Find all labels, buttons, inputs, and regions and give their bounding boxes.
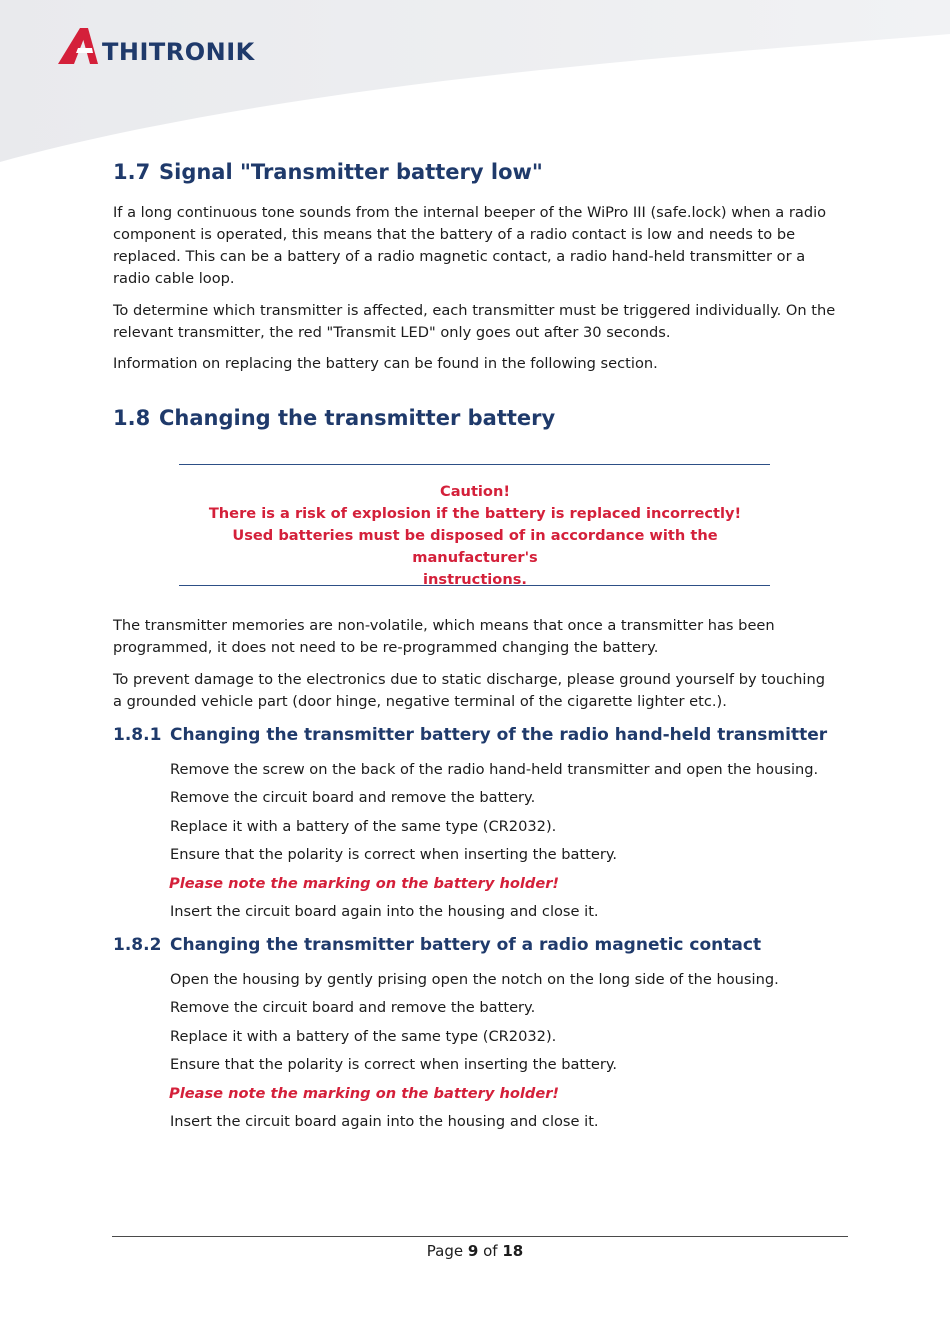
page-footer <box>0 1240 950 1262</box>
step: Open the housing by gently prising open the notch on the long side of the housing. <box>170 971 779 988</box>
caution-line: Used batteries must be disposed of in accordance with the manufacturer's <box>232 527 718 566</box>
section-title: Signal "Transmitter battery low" <box>159 160 543 184</box>
section-number: 1.8 <box>113 406 151 430</box>
section-number: 1.8.2 <box>113 935 162 955</box>
page-total: 18 <box>502 1242 524 1260</box>
page-of: of <box>483 1242 498 1260</box>
paragraph: To prevent damage to the electronics due to static discharge, please ground yourself by touching a grounded vehicle part (door hinge, negative terminal of the cigarette lighter etc.). <box>113 671 825 710</box>
step: Ensure that the polarity is correct when inserting the battery. <box>170 1056 618 1073</box>
section-1-8-2-heading <box>113 935 761 955</box>
step: Replace it with a battery of the same type (CR2032). <box>170 1028 557 1045</box>
paragraph: Information on replacing the battery can be found in the following section. <box>113 355 658 372</box>
paragraph: If a long continuous tone sounds from the internal beeper of the WiPro III (safe.lock) when a radio component is operated, this means that the battery of a radio contact is low and needs to be replaced. This can be a battery of a radio magnetic contact, a radio hand-held transmitter or a radio cable loop. <box>113 204 827 287</box>
step: Remove the circuit board and remove the battery. <box>170 999 536 1016</box>
section-number: 1.8.1 <box>113 725 162 745</box>
caution-line: instructions. <box>423 571 527 588</box>
section-number: 1.7 <box>113 160 151 184</box>
paragraph: To determine which transmitter is affected, each transmitter must be triggered individually. On the relevant transmitter, the red "Transmit LED" only goes out after 30 seconds. <box>113 302 836 341</box>
page-label: Page <box>426 1242 464 1260</box>
section-1-8-1-heading <box>113 725 827 745</box>
section-title: Changing the transmitter battery <box>159 406 556 430</box>
footer-rule <box>112 1236 848 1237</box>
caution-line: There is a risk of explosion if the battery is replaced incorrectly! <box>208 505 742 522</box>
caution-bottom-rule <box>179 585 770 586</box>
caution-top-rule <box>179 464 770 465</box>
page-current: 9 <box>467 1242 479 1260</box>
logo-mark-icon <box>58 26 100 66</box>
logo-text: THITRONIK <box>102 38 255 66</box>
step: Remove the screw on the back of the radio hand-held transmitter and open the housing. <box>170 761 819 778</box>
thitronik-logo <box>58 24 255 66</box>
step: Remove the circuit board and remove the battery. <box>170 789 536 806</box>
caution-heading: Caution! <box>440 483 510 500</box>
paragraph: The transmitter memories are non-volatile, which means that once a transmitter has been programmed, it does not need to be re-programmed changing the battery. <box>113 617 775 656</box>
step: Replace it with a battery of the same type (CR2032). <box>170 818 557 835</box>
section-title: Changing the transmitter battery of the radio hand-held transmitter <box>170 725 828 745</box>
battery-holder-note: Please note the marking on the battery holder! <box>169 1085 560 1102</box>
caution-box <box>180 481 770 591</box>
step: Insert the circuit board again into the housing and close it. <box>170 1113 599 1130</box>
section-title: Changing the transmitter battery of a radio magnetic contact <box>170 935 762 955</box>
section-1-8-heading <box>113 406 555 430</box>
battery-holder-note: Please note the marking on the battery holder! <box>169 875 560 892</box>
section-1-7-heading <box>113 160 543 184</box>
step: Ensure that the polarity is correct when inserting the battery. <box>170 846 618 863</box>
step: Insert the circuit board again into the housing and close it. <box>170 903 599 920</box>
